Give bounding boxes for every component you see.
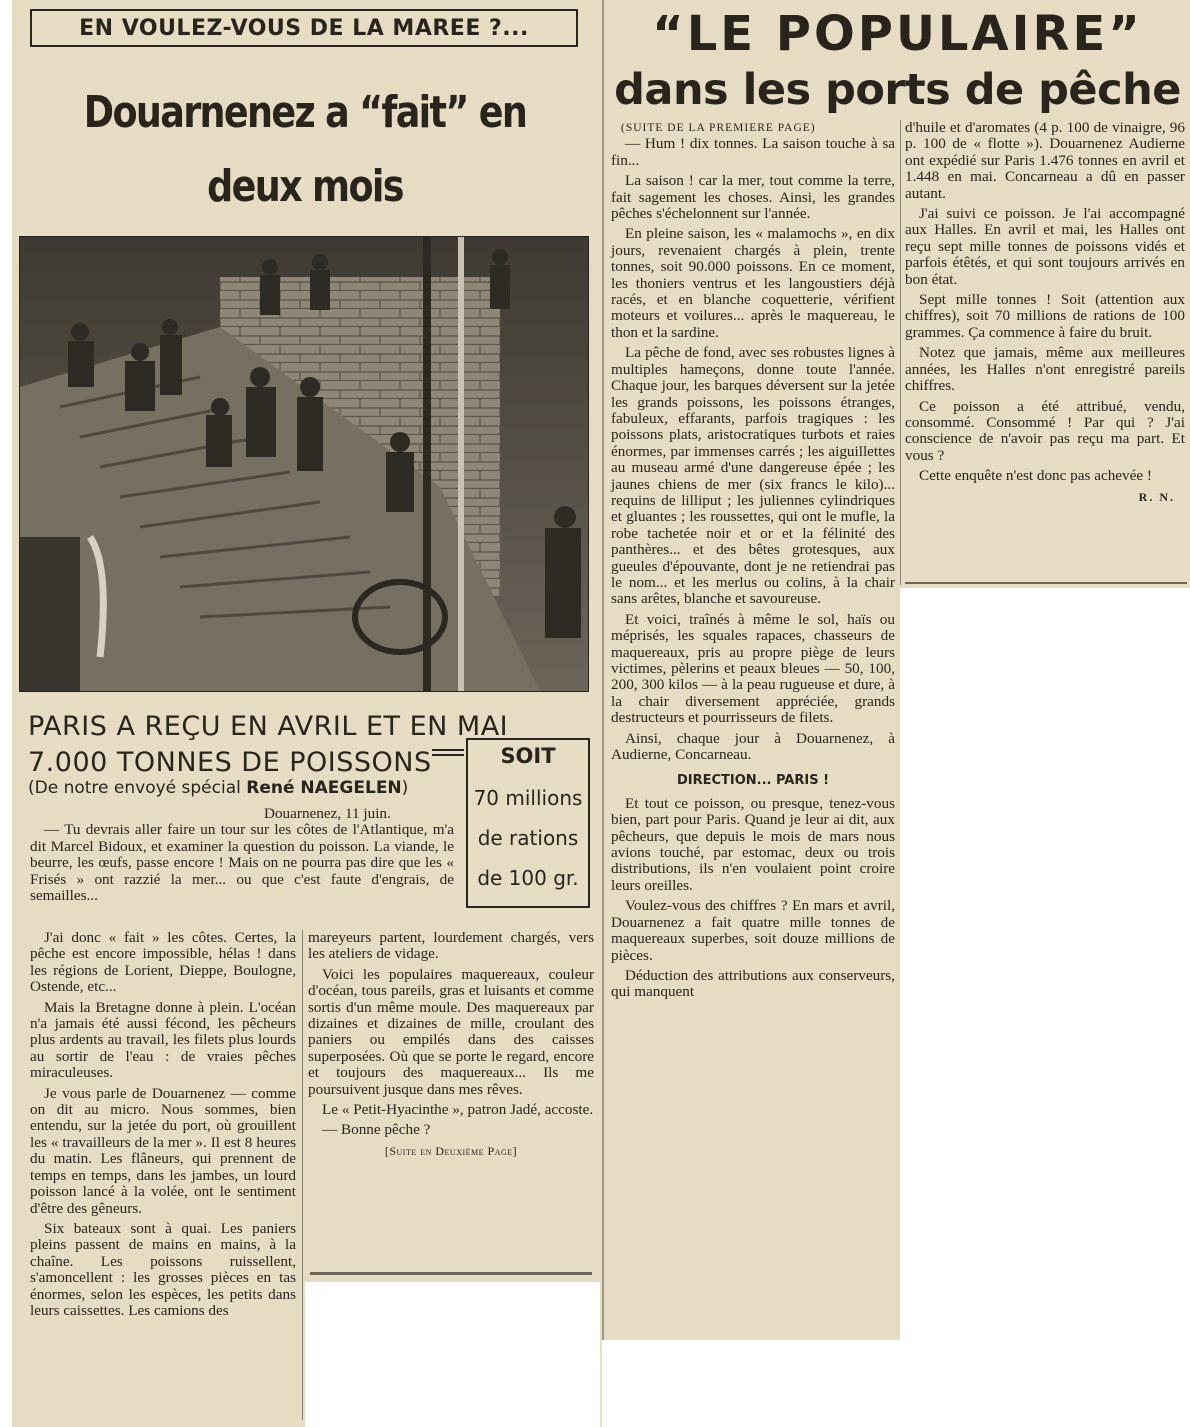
right-title: “LE POPULAIRE” (652, 6, 1143, 62)
continued-rule (310, 1272, 592, 1275)
paragraph: En pleine saison, les « malamochs », en dix jours, revenaient chargés à plein, trente tonnes, soit 90.000 poissons. En ce moment, les thoniers ventrus et les langoustiers déjà racés, et en blanche coquetterie, vérifient moteurs et voilures... après le maquereau, le thon et la sardine. (611, 225, 895, 341)
soit-title: SOIT (500, 744, 556, 768)
left-lead (30, 806, 454, 908)
paragraph: Mais la Bretagne donne à plein. L'océan n'a jamais été aussi fécond, les pêcheurs plus ardents au travail, les filets plus lourds au sortir de l'eau : de vraies pêches miraculeuses. (30, 998, 296, 1082)
vertical-divider (602, 0, 604, 1340)
subheadline-line-2: 7.000 TONNES DE POISSONS (28, 747, 432, 778)
paragraph: J'ai donc « fait » les côtes. Certes, la pêche est encore impossible, hélas ! dans les régions de Lorient, Dieppe, Boulogne, Ostende, etc... (30, 929, 296, 996)
subhead-rule-2 (432, 754, 464, 756)
harbor-photo (19, 236, 589, 692)
lead-paragraph: — Tu devrais aller faire un tour sur les côtes de l'Atlantique, m'a dit Marcel Bidoux, et examiner la question du poisson. La viande, le beurre, les œufs, passe encore ! Mais on ne pourra pas dire que les « Frisés » ont razzié la mer... ou que c'est faute d'engrais, de semailles... (30, 821, 454, 905)
soit-line-1: 70 millions (473, 786, 583, 810)
left-column-1 (30, 930, 296, 1323)
paragraph: Voici les populaires maquereaux, couleur d'océan, tous pareils, gras et luisants et comme sortis d'un même moule. Des maquereaux par dizaines et dizaines de mille, croulant des paniers ou empilés dans des caisses superposées. Où que se porte le regard, encore et toujours des maquereaux... Ils me poursuivent jusque dans mes rêves. (308, 965, 594, 1098)
paragraph: Six bateaux sont à quai. Les paniers pleins passent de mains en mains, à la chaîne. Les poissons ruissellent, s'amoncellent : les grosses pièces en tas énormes, selon les espèces, les petits dans leurs caissettes. Les camions des (30, 1219, 296, 1319)
paragraph: Ce poisson a été attribué, vendu, consommé. Consommé ! Par qui ? J'ai conscience de n'avoir pas reçu ma part. Et vous ? (905, 397, 1185, 464)
paragraph: Le « Petit-Hyacinthe », patron Jadé, accoste. (322, 1101, 594, 1119)
suite-note: (SUITE DE LA PREMIERE PAGE) (621, 122, 816, 134)
paragraph: Ainsi, chaque jour à Douarnenez, à Audierne, Concarneau. (611, 729, 895, 764)
section-heading: DIRECTION... PARIS ! (676, 773, 830, 789)
paragraph: Cette enquête n'est donc pas achevée ! (919, 467, 1152, 485)
paragraph: — Bonne pêche ? (322, 1121, 431, 1139)
column-divider (302, 930, 303, 1420)
signature: R. N. (1138, 489, 1175, 504)
left-column-2 (308, 930, 594, 1159)
paragraph: Et tout ce poisson, ou presque, tenez-vous bien, part pour Paris. Quand je leur ai dit, aux pêcheurs, que depuis le mois de mars nous avions touché, par estomac, deux ou trois distributions, ils n'en voulaient point croire leurs oreilles. (611, 794, 895, 894)
continued-note: [Suite en Deuxième Page] (384, 1143, 518, 1158)
byline: (De notre envoyé spécial René NAEGELEN) (28, 778, 409, 798)
subhead-rule-1 (432, 749, 464, 751)
paragraph: mareyeurs partent, lourdement chargés, vers les ateliers de vidage. (308, 929, 594, 963)
paragraph: Notez que jamais, même aux meilleures années, les Halles n'ont enregistré pareils chiffres. (905, 344, 1185, 395)
white-gap-left-bottom (305, 1282, 600, 1427)
right-column-1 (611, 120, 895, 1005)
paragraph: La saison ! car la mer, tout comme la terre, fait sagement les choses. Ainsi, les grandes pêches s'échelonnent sur l'année. (611, 172, 895, 223)
byline-author: René NAEGELEN (246, 778, 402, 798)
paragraph: Je vous parle de Douarnenez — comme on dit au micro. Nous sommes, bien entendu, sur la jetée du port, où grouillent les « travailleurs de la mer ». Il est 8 heures du matin. Les flâneurs, qui prennent de temps en temps, dans les jambes, un lourd poisson lancé à la volée, ont le sentiment d'être des gêneurs. (30, 1084, 296, 1217)
paragraph: Déduction des attributions aux conserveurs, qui manquent (611, 966, 895, 1001)
paragraph: J'ai suivi ce poisson. Je l'ai accompagné aux Halles. En avril et mai, les Halles ont reçu sept mille tonnes de poissons vidés et parfois étêtés, et qui sont toujours arrivés en bon état. (905, 205, 1185, 288)
right-subtitle: dans les ports de pêche (614, 65, 1181, 115)
paragraph: d'huile et d'aromates (4 p. 100 de vinaigre, 96 p. 100 de « flotte »). Douarnenez Audierne ont expédié sur Paris 1.476 tonnes en avril et 1.448 en mai. Concarneau a dû en passer autant. (905, 119, 1185, 202)
right-column-2 (905, 120, 1185, 505)
dateline: Douarnenez, 11 juin. (264, 805, 391, 822)
subheadline-line-1: PARIS A REÇU EN AVRIL ET EN MAI (28, 711, 509, 742)
signature-rule (905, 582, 1187, 584)
paragraph: Et voici, traînés à même le sol, haïs ou méprisés, les squales rapaces, chasseurs de maquereaux, pris au propre piège de leurs victimes, pèlerins et peaux bleues — 50, 100, 200, 300 kilos — à la peau rugueuse et dure, à la chair diversement appréciée, grands destructeurs et pourrisseurs de filets. (611, 610, 895, 727)
headline-line-1: Douarnenez a “fait” en deux mois (83, 87, 527, 212)
kicker-box: EN VOULEZ-VOUS DE LA MAREE ?... (30, 9, 578, 47)
paragraph: — Hum ! dix tonnes. La saison touche à sa fin... (611, 135, 895, 169)
soit-line-2: de rations (477, 826, 579, 850)
soit-line-3: de 100 gr. (477, 866, 579, 890)
paragraph: Voulez-vous des chiffres ? En mars et avril, Douarnenez a fait quatre mille tonnes de maquereaux superbes, soit douze millions de pièces. (611, 897, 895, 964)
paragraph: La pêche de fond, avec ses robustes lignes à multiples hameçons, donne toute l'année. Chaque jour, les barques déversent sur la jetée les grands poissons, les poissons étranges, fabuleux, effarants, parfois tragiques : les poissons plats, aristocratiques turbots et raies énormes, par immenses carrés ; les aiguillettes au museau armé d'une dangereuse épée ; les jaunes chiens de mer (six francs le kilo)... requins de lilliput ; les juliennes cylindriques et gluantes ; les roussettes, qui ont le mufle, la robe tachetée noir et or et la félinité des panthères... et des bêtes grotesques, aux gueules d'épouvante, dont je ne retiendrai pas le nom... et les merlus ou colins, à la chair sans arêtes, blanche et savoureuse. (611, 344, 895, 608)
paragraph: Sept mille tonnes ! Soit (attention aux chiffres), soit 70 millions de rations de 100 grammes. Ça commence à faire du bruit. (905, 291, 1185, 341)
right-column-divider (900, 120, 901, 585)
photo-illustration (20, 237, 588, 691)
soit-box (466, 738, 590, 908)
